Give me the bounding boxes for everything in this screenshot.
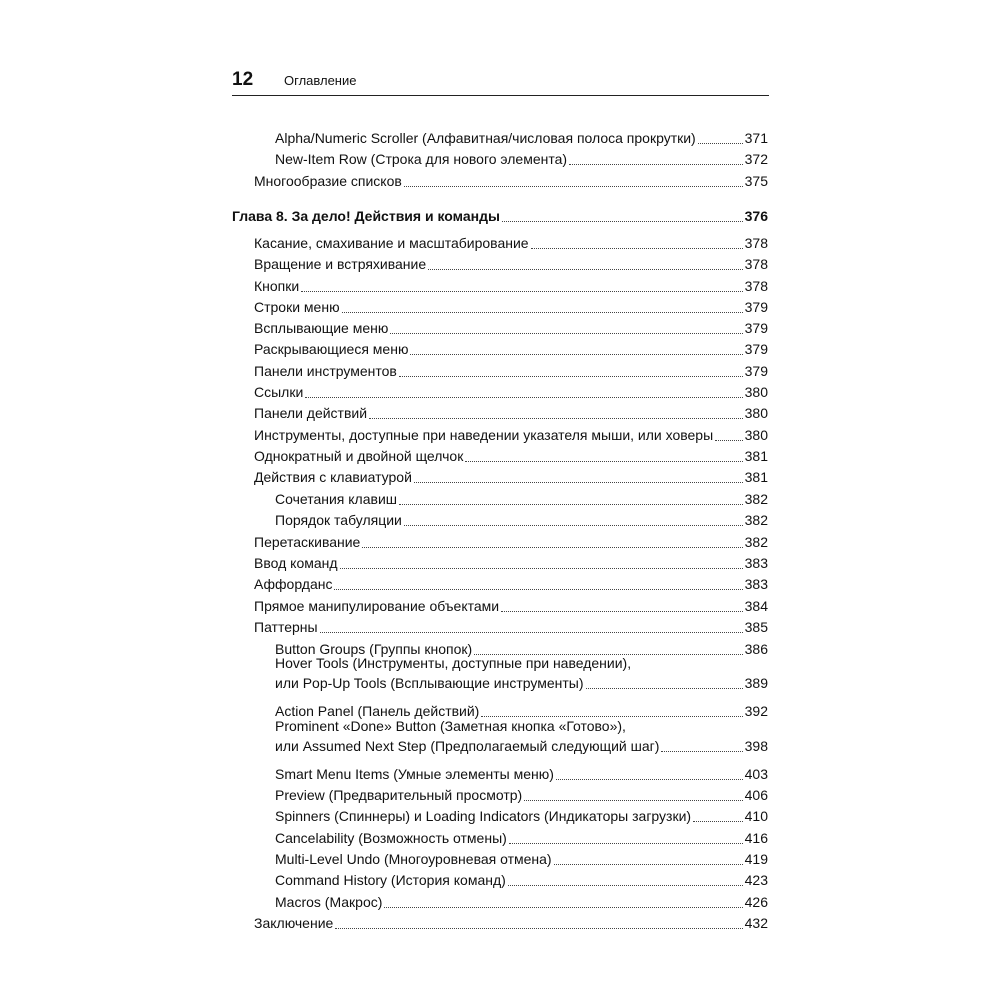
dot-leader [715, 440, 742, 441]
toc-entry[interactable] [275, 764, 768, 785]
toc-page-number: 375 [744, 173, 768, 189]
dot-leader [569, 164, 743, 165]
toc-entry-title: Вращение и встряхивание [254, 256, 427, 272]
toc-page-number: 378 [744, 235, 768, 251]
toc-entry[interactable] [254, 596, 768, 617]
toc-entry-title: Multi-Level Undo (Многоуровневая отмена) [275, 851, 552, 867]
toc-entry-title: Action Panel (Панель действий) [275, 703, 480, 719]
toc-entry-title: Действия с клавиатурой [254, 469, 412, 485]
toc-chapter-entry[interactable] [232, 206, 768, 227]
toc-entry[interactable] [254, 446, 768, 467]
toc-entry[interactable] [254, 297, 768, 318]
toc-page-number: 383 [744, 576, 768, 592]
toc-page-number: 416 [744, 830, 768, 846]
dot-leader [340, 568, 743, 569]
toc-page-number: 432 [744, 915, 768, 931]
toc-entry-title: Macros (Макрос) [275, 894, 383, 910]
toc-page-number: 419 [744, 851, 768, 867]
toc-page-number: 385 [744, 619, 768, 635]
dot-leader [524, 800, 742, 801]
toc-entry-title: Строки меню [254, 299, 340, 315]
dot-leader [342, 312, 743, 313]
toc-entry-title: Preview (Предварительный просмотр) [275, 787, 523, 803]
dot-leader [404, 186, 743, 187]
toc-entry[interactable] [275, 510, 768, 531]
toc-page-number: 392 [744, 703, 768, 719]
dot-leader [556, 779, 743, 780]
toc-entry-title: Раскрывающиеся меню [254, 341, 409, 357]
toc-entry-title: Заключение [254, 915, 334, 931]
toc-page-number: 410 [744, 808, 768, 824]
toc-page-number: 381 [744, 448, 768, 464]
dot-leader [410, 354, 742, 355]
toc-page-number: 382 [744, 512, 768, 528]
dot-leader [501, 611, 743, 612]
toc-page-number: 380 [744, 405, 768, 421]
toc-entry-title: Паттерны [254, 619, 318, 635]
toc-entry[interactable] [275, 736, 768, 757]
dot-leader [334, 589, 742, 590]
toc-entry[interactable] [254, 425, 768, 446]
toc-entry-title: Ссылки [254, 384, 304, 400]
dot-leader [693, 821, 743, 822]
toc-entry[interactable] [254, 532, 768, 553]
dot-leader [428, 269, 743, 270]
toc-entry-title: Порядок табуляции [275, 512, 402, 528]
toc-page-number: 403 [744, 766, 768, 782]
toc-entry[interactable] [254, 339, 768, 360]
toc-page-number: 389 [744, 675, 768, 691]
toc-entry-title: Alpha/Numeric Scroller (Алфавитная/числовая полоса прокрутки) [275, 130, 696, 146]
dot-leader [698, 143, 743, 144]
toc-page-number: 376 [744, 208, 768, 224]
toc-entry[interactable] [254, 254, 768, 275]
toc-entry[interactable] [275, 489, 768, 510]
page-number: 12 [232, 69, 254, 90]
toc-page-number: 380 [744, 384, 768, 400]
toc-entry-title: Smart Menu Items (Умные элементы меню) [275, 766, 554, 782]
dot-leader [320, 632, 743, 633]
toc-entry-title: Ввод команд [254, 555, 338, 571]
toc-entry-title: Касание, смахивание и масштабирование [254, 235, 529, 251]
toc-entry[interactable] [275, 128, 768, 149]
toc-page-number: 386 [744, 641, 768, 657]
toc-entry[interactable] [275, 828, 768, 849]
toc-page-number: 379 [744, 320, 768, 336]
toc-entry[interactable] [254, 403, 768, 424]
toc-entry[interactable] [254, 913, 768, 934]
toc-page-number: 382 [744, 491, 768, 507]
dot-leader [301, 291, 742, 292]
toc-entry[interactable] [275, 785, 768, 806]
toc-entry-title: Многообразие списков [254, 173, 402, 189]
dot-leader [384, 907, 742, 908]
toc-entry-title: Панели действий [254, 405, 368, 421]
toc-entry[interactable] [254, 617, 768, 638]
toc-page-number: 372 [744, 151, 768, 167]
toc-page-number: 378 [744, 278, 768, 294]
toc-entry-title: Инструменты, доступные при наведении указателя мыши, или ховеры [254, 427, 714, 443]
toc-entry-title: Однократный и двойной щелчок [254, 448, 464, 464]
dot-leader [586, 688, 743, 689]
toc-page-number: 383 [744, 555, 768, 571]
toc-page-number: 426 [744, 894, 768, 910]
dot-leader [399, 376, 743, 377]
toc-entry[interactable] [254, 276, 768, 297]
toc-entry[interactable] [254, 382, 768, 403]
toc-entry-title: New-Item Row (Строка для нового элемента) [275, 151, 568, 167]
toc-page-number: 379 [744, 299, 768, 315]
toc-entry[interactable] [275, 892, 768, 913]
dot-leader [554, 864, 743, 865]
toc-page-number: 378 [744, 256, 768, 272]
dot-leader [661, 751, 742, 752]
toc-entry-title: Button Groups (Группы кнопок) [275, 641, 473, 657]
dot-leader [508, 885, 743, 886]
toc-entry-title: Spinners (Спиннеры) и Loading Indicators (Индикаторы загрузки) [275, 808, 692, 824]
toc-entry-title: или Assumed Next Step (Предполагаемый следующий шаг) [275, 738, 660, 754]
toc-entry-title: Сочетания клавиш [275, 491, 397, 507]
toc-page-number: 398 [744, 738, 768, 754]
toc-page-number: 380 [744, 427, 768, 443]
running-title: Оглавление [284, 73, 357, 88]
toc-entry-title: или Pop-Up Tools (Всплывающие инструменты) [275, 675, 584, 691]
toc-entry[interactable] [254, 171, 768, 192]
toc-page-number: 406 [744, 787, 768, 803]
dot-leader [531, 248, 743, 249]
dot-leader [502, 221, 743, 222]
toc-entry[interactable] [275, 849, 768, 870]
toc-entry-title: Аффорданс [254, 576, 333, 592]
dot-leader [465, 461, 742, 462]
toc-entry-title: Cancelability (Возможность отмены) [275, 830, 507, 846]
toc-page-number: 379 [744, 341, 768, 357]
toc-entry[interactable] [254, 467, 768, 488]
toc-entry-title: Кнопки [254, 278, 300, 294]
toc-entry-title: Перетаскивание [254, 534, 361, 550]
toc-entry[interactable] [254, 361, 768, 382]
toc-page-number: 384 [744, 598, 768, 614]
dot-leader [509, 843, 743, 844]
toc-entry[interactable] [254, 553, 768, 574]
toc-page-number: 381 [744, 469, 768, 485]
toc-page-number: 423 [744, 872, 768, 888]
dot-leader [390, 333, 742, 334]
toc-entry[interactable] [254, 233, 768, 254]
toc-entry-title: Глава 8. За дело! Действия и команды [232, 208, 500, 224]
toc-entry-title: Панели инструментов [254, 363, 397, 379]
toc-page-number: 379 [744, 363, 768, 379]
dot-leader [369, 418, 743, 419]
dot-leader [399, 504, 743, 505]
toc-entry[interactable] [254, 318, 768, 339]
toc-entry-first-line: Prominent «Done» Button (Заметная кнопка «Готово»), [275, 718, 626, 734]
dot-leader [335, 928, 742, 929]
toc-entry[interactable] [275, 149, 768, 170]
toc-entry[interactable] [275, 806, 768, 827]
dot-leader [414, 482, 743, 483]
toc-entry-first-line: Hover Tools (Инструменты, доступные при наведении), [275, 655, 632, 671]
dot-leader [305, 397, 742, 398]
toc-entry-title: Command History (История команд) [275, 872, 506, 888]
toc-entry-title: Всплывающие меню [254, 320, 389, 336]
toc-entry-title: Прямое манипулирование объектами [254, 598, 500, 614]
dot-leader [362, 547, 742, 548]
toc-entry[interactable] [275, 673, 768, 694]
toc-entry[interactable] [275, 870, 768, 891]
dot-leader [404, 525, 743, 526]
toc-page-number: 382 [744, 534, 768, 550]
toc-entry[interactable] [254, 574, 768, 595]
toc-page-number: 371 [744, 130, 768, 146]
